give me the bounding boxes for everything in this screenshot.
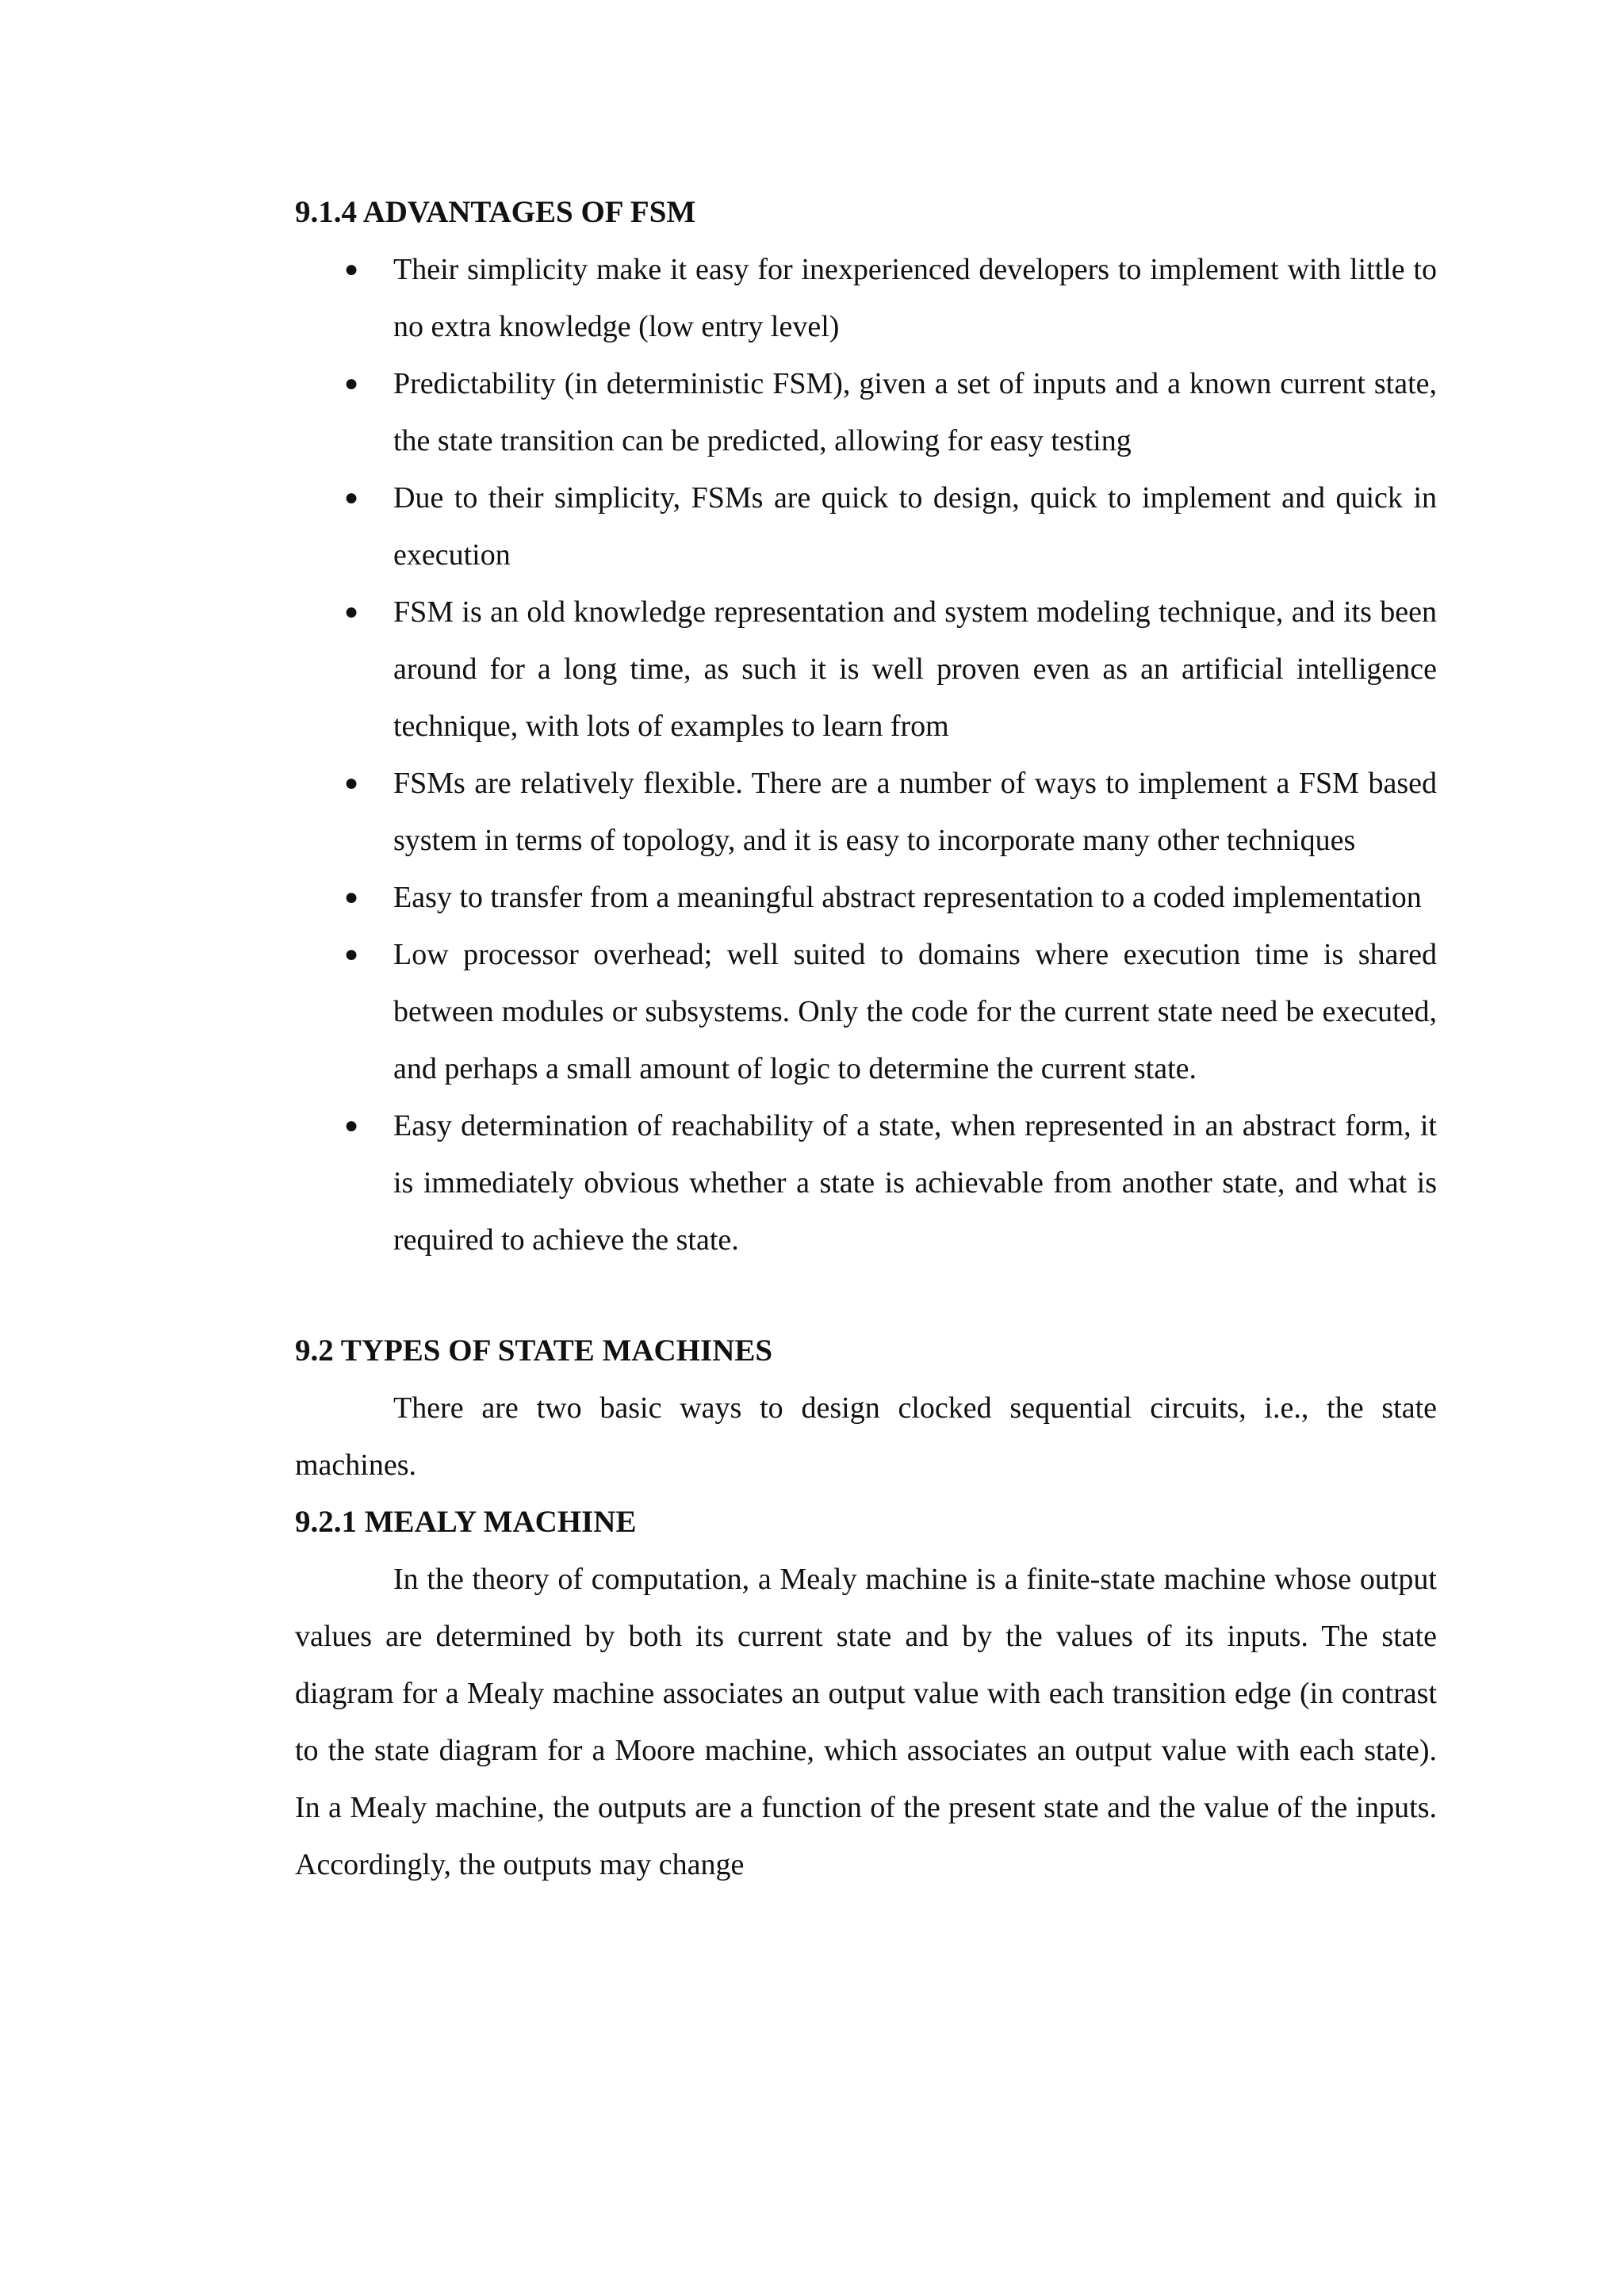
mealy-paragraph: In the theory of computation, a Mealy machine is a finite-state machine whose output values are determined by both its current state and by the values of its inputs. The state diagram for a Mealy machine associates an output value with each transition edge (in contrast to the state diagram for a Moore machine, which associates an output value with each state). In a Mealy machine, the outputs are a function of the present state and the value of the inputs. Accordingly, the outputs may change [295, 1563, 1437, 1881]
section-heading-mealy-machine: 9.2.1 MEALY MACHINE [295, 1505, 637, 1539]
section-heading-advantages-of-fsm: 9.1.4 ADVANTAGES OF FSM [295, 195, 696, 229]
list-item-text: Easy determination of reachability of a state, when represented in an abstract form, it is immediately obvious whether a state is achievable from another state, and what is required to achieve the state. [393, 1109, 1437, 1257]
list-item-text: Low processor overhead; well suited to domains where execution time is shared between modules or subsystems. Only the code for the current state need be executed, and perhaps a small amount of logic to determine the current state. [393, 938, 1437, 1085]
list-item-text: Predictability (in deterministic FSM), given a set of inputs and a known current state, the state transition can be predicted, allowing for easy testing [393, 367, 1437, 457]
list-item-text: Easy to transfer from a meaningful abstract representation to a coded implementation [393, 881, 1422, 914]
list-item-text: FSM is an old knowledge representation and system modeling technique, and its been around for a long time, as such it is well proven even as an artificial intelligence technique, with lots of examples to learn from [393, 595, 1437, 743]
bullet-icon: ● [344, 1112, 359, 1138]
list-item [295, 869, 1437, 926]
bullet-icon: ● [344, 770, 359, 796]
list-item [295, 755, 1437, 869]
list-item [295, 241, 1437, 355]
advantages-list [295, 241, 1437, 1269]
bullet-icon: ● [344, 370, 359, 396]
list-item-text: FSMs are relatively flexible. There are a number of ways to implement a FSM based system in terms of topology, and it is easy to incorporate many other techniques [393, 767, 1437, 857]
list-item [295, 584, 1437, 755]
bullet-icon: ● [344, 941, 359, 967]
list-item [295, 1097, 1437, 1269]
types-paragraph: There are two basic ways to design clocked sequential circuits, i.e., the state machines. [295, 1391, 1437, 1482]
bullet-icon: ● [344, 256, 359, 282]
list-item-text: Their simplicity make it easy for inexperienced developers to implement with little to no extra knowledge (low entry level) [393, 253, 1437, 343]
document-page [295, 184, 1437, 1893]
bullet-icon: ● [344, 484, 359, 511]
section-heading-types-of-state-machines: 9.2 TYPES OF STATE MACHINES [295, 1334, 773, 1368]
list-item [295, 926, 1437, 1097]
section-spacer [295, 1269, 1437, 1322]
list-item [295, 355, 1437, 469]
bullet-icon: ● [344, 884, 359, 910]
list-item [295, 469, 1437, 584]
bullet-icon: ● [344, 599, 359, 625]
list-item-text: Due to their simplicity, FSMs are quick to design, quick to implement and quick in execution [393, 481, 1437, 572]
